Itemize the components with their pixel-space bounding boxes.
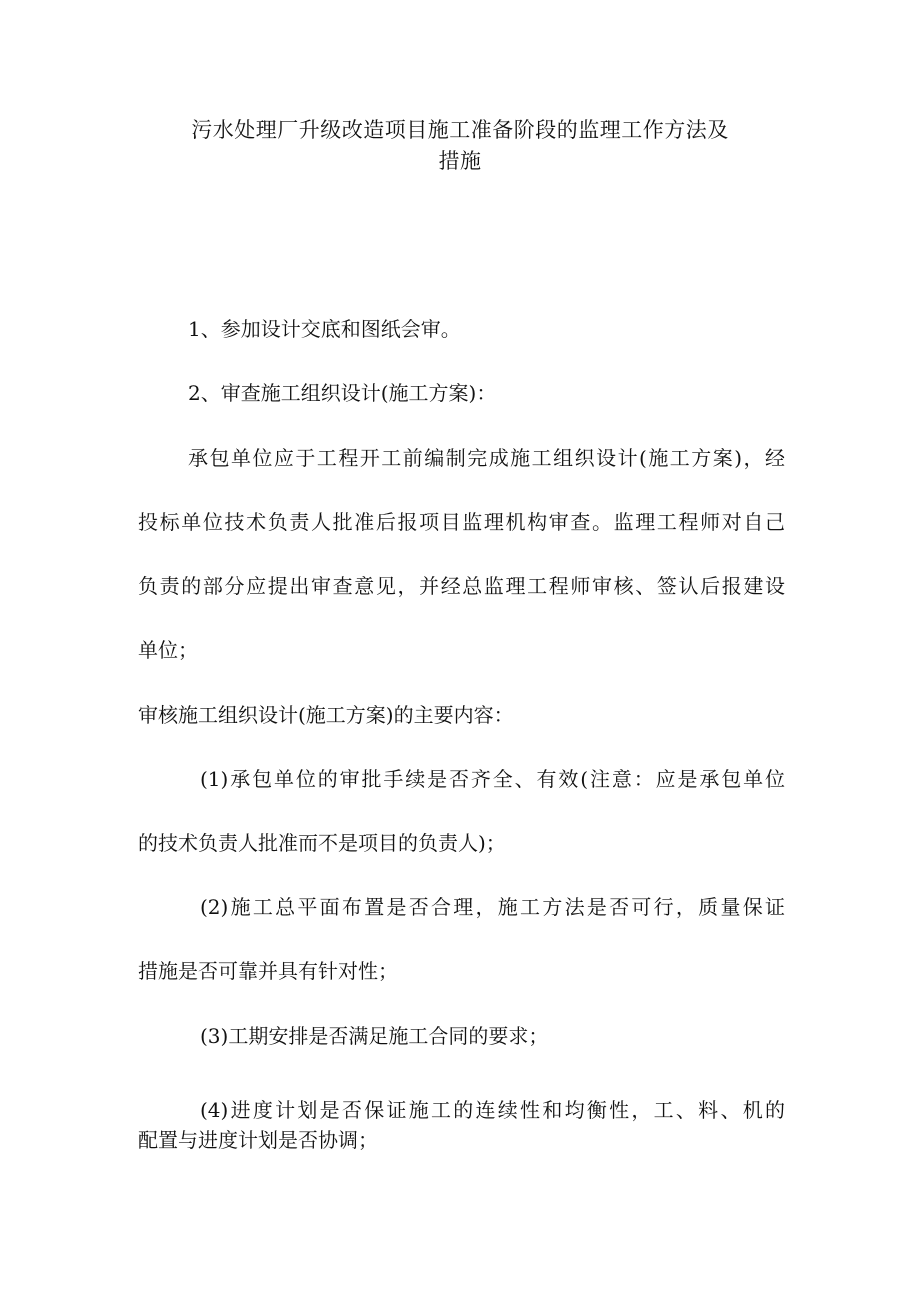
paragraph-line: 负责的部分应提出审查意见，并经总监理工程师审核、签认后报建设 [138,574,785,598]
paragraph-line: 投标单位技术负责人批准后报项目监理机构审查。监理工程师对自己 [138,510,785,534]
list-item-1-line-1: (1)承包单位的审批手续是否齐全、有效(注意：应是承包单位 [200,767,785,791]
document-title-line-2: 措施 [438,149,482,173]
list-item-4-line-2: 配置与进度计划是否协调； [138,1128,378,1152]
item-2: 2、审查施工组织设计(施工方案)： [188,381,497,405]
document-title-line-1: 污水处理厂升级改造项目施工准备阶段的监理工作方法及 [191,118,729,142]
list-item-2-line-1: (2)施工总平面布置是否合理，施工方法是否可行，质量保证 [200,895,785,919]
list-item-3: (3)工期安排是否满足施工合同的要求； [200,1024,549,1048]
list-item-1-line-2: 的技术负责人批准而不是项目的负责人)； [138,831,506,855]
section-heading: 审核施工组织设计(施工方案)的主要内容： [138,703,514,727]
list-item-4-line-1: (4)进度计划是否保证施工的连续性和均衡性，工、料、机的 [200,1098,785,1122]
paragraph-line: 单位； [138,638,198,662]
paragraph-line: 承包单位应于工程开工前编制完成施工组织设计(施工方案)，经 [188,446,785,470]
list-item-2-line-2: 措施是否可靠并具有针对性； [138,959,398,983]
item-1: 1、参加设计交底和图纸会审。 [188,317,461,341]
